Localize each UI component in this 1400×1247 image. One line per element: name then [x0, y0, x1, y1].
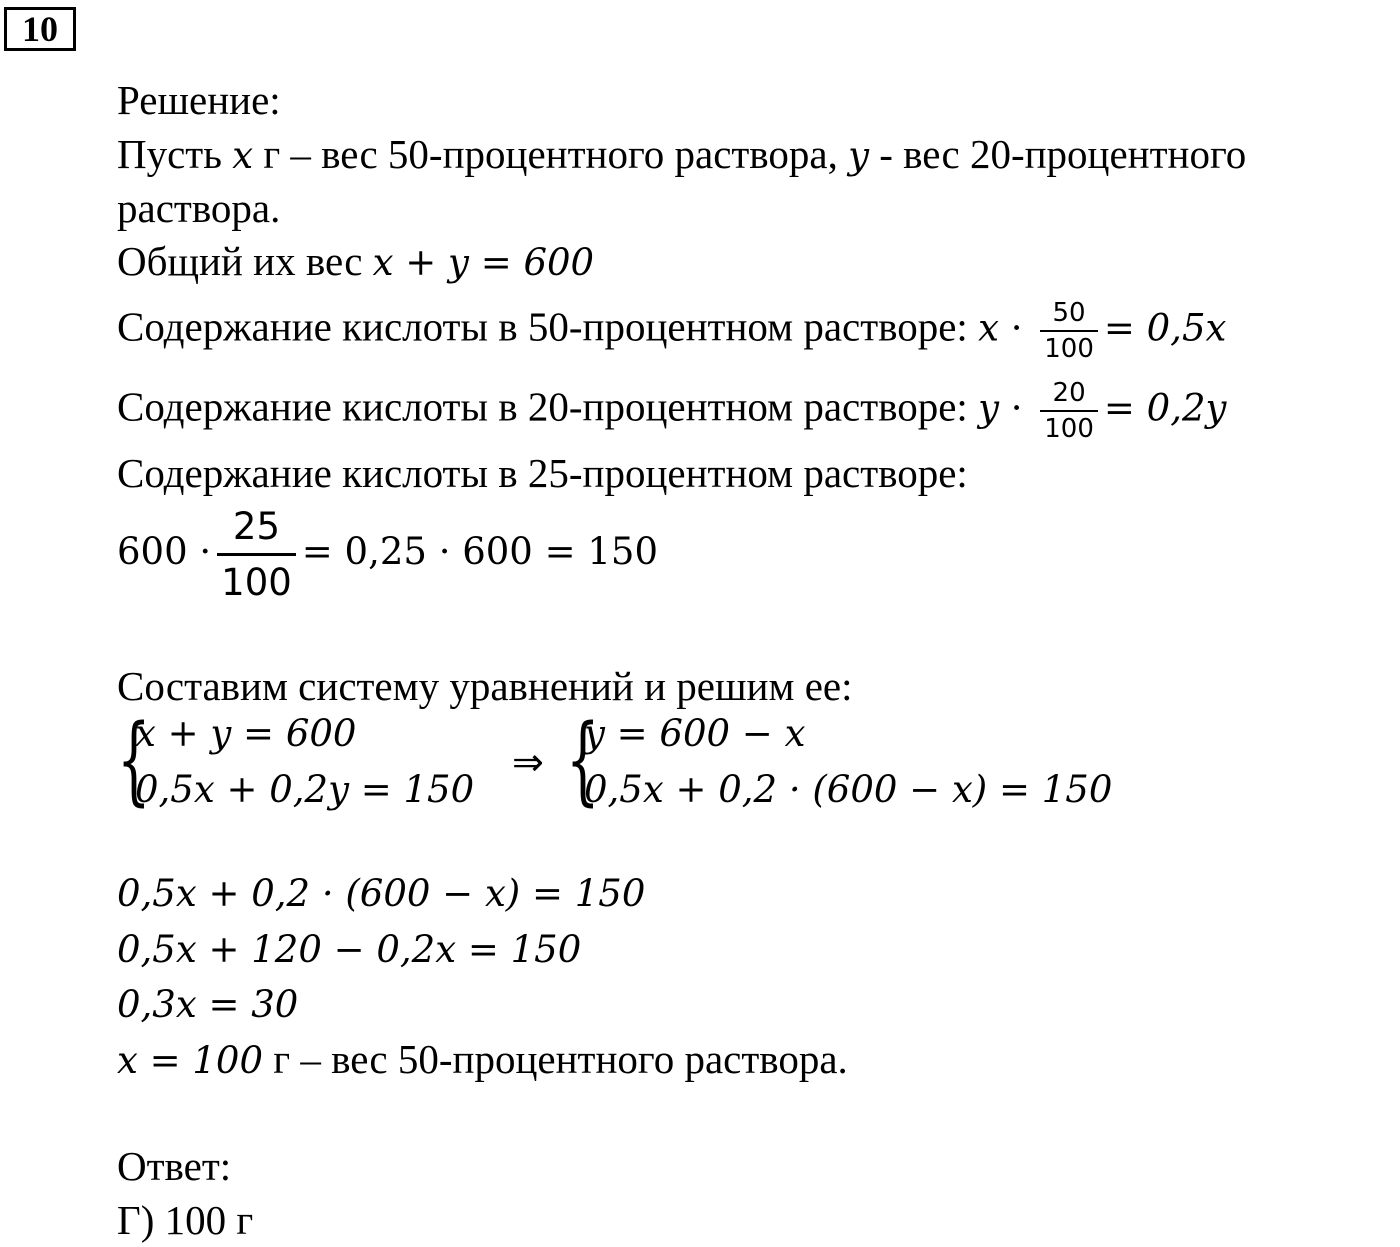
fraction-bar — [1040, 330, 1098, 332]
acid-25-result: = 0,25 · 600 = 150 — [301, 529, 658, 573]
acid-50-var: x — [978, 306, 999, 350]
final-line — [117, 1035, 848, 1085]
system-1-row-1: x + y = 600 — [135, 712, 357, 755]
intro-text-1: Пусть — [117, 131, 233, 177]
acid-25-fraction — [217, 505, 296, 604]
acid-20-numerator: 20 — [1052, 378, 1086, 408]
intro-text-3: - вес 20-процентного — [869, 131, 1247, 177]
acid-25-numerator: 25 — [232, 505, 281, 548]
acid-20-result: = 0,2y — [1103, 386, 1227, 430]
var-x: x — [232, 134, 254, 177]
acid-50-dot: · — [998, 306, 1035, 350]
total-weight-equation: x + y = 600 — [372, 241, 595, 284]
implies-arrow-icon: ⇒ — [512, 740, 544, 784]
acid-50-denominator: 100 — [1044, 334, 1094, 364]
solution-heading: Решение: — [117, 77, 281, 123]
acid-20-denominator: 100 — [1044, 414, 1094, 444]
acid-25-denominator: 100 — [221, 561, 292, 604]
acid-50-fraction — [1040, 300, 1098, 362]
acid-20-dot: · — [998, 386, 1035, 430]
acid-50-result: = 0,5x — [1103, 306, 1227, 350]
var-y: y — [848, 134, 869, 177]
system-2-row-2: 0,5x + 0,2 · (600 − x) = 150 — [584, 768, 1113, 811]
step-1: 0,5x + 0,2 · (600 − x) = 150 — [117, 872, 646, 915]
acid-20-var: y — [978, 386, 999, 430]
problem-number-badge: 10 — [4, 7, 76, 51]
intro-line-1 — [117, 130, 1246, 180]
acid-20-fraction — [1040, 380, 1098, 442]
equation-system-1 — [117, 704, 517, 822]
intro-text-2: г – вес 50-процентного раствора, — [253, 131, 849, 177]
final-equation: x = 100 — [117, 1039, 264, 1082]
answer-value: Г) 100 г — [117, 1197, 254, 1243]
intro-line-2: раствора. — [117, 185, 281, 231]
step-2: 0,5x + 120 − 0,2x = 150 — [117, 928, 582, 971]
final-text: г – вес 50-процентного раствора. — [263, 1036, 848, 1082]
acid-50-text: Содержание кислоты в 50-процентном растворе: — [117, 303, 979, 350]
system-2-row-1: y = 600 − x — [584, 712, 806, 755]
fraction-bar — [217, 553, 296, 556]
step-3: 0,3x = 30 — [117, 983, 299, 1026]
total-weight-line — [117, 237, 594, 287]
equation-system-2 — [566, 704, 1186, 822]
brace-icon: { — [117, 704, 151, 816]
total-weight-text: Общий их вес — [117, 238, 373, 284]
fraction-bar — [1040, 410, 1098, 412]
acid-25-text: Содержание кислоты в 25-процентном растворе: — [117, 450, 968, 496]
acid-25-calculation — [117, 505, 658, 604]
acid-20-text: Содержание кислоты в 20-процентном растворе: — [117, 383, 979, 430]
answer-label: Ответ: — [117, 1143, 232, 1189]
acid-50-numerator: 50 — [1052, 298, 1086, 328]
system-1-row-2: 0,5x + 0,2y = 150 — [135, 768, 475, 811]
brace-icon: { — [566, 704, 600, 816]
acid-25-lead: 600 · — [117, 529, 212, 573]
system-intro: Составим систему уравнений и решим ее: — [117, 663, 853, 709]
acid-50-line — [117, 300, 1226, 362]
acid-20-line — [117, 380, 1226, 442]
